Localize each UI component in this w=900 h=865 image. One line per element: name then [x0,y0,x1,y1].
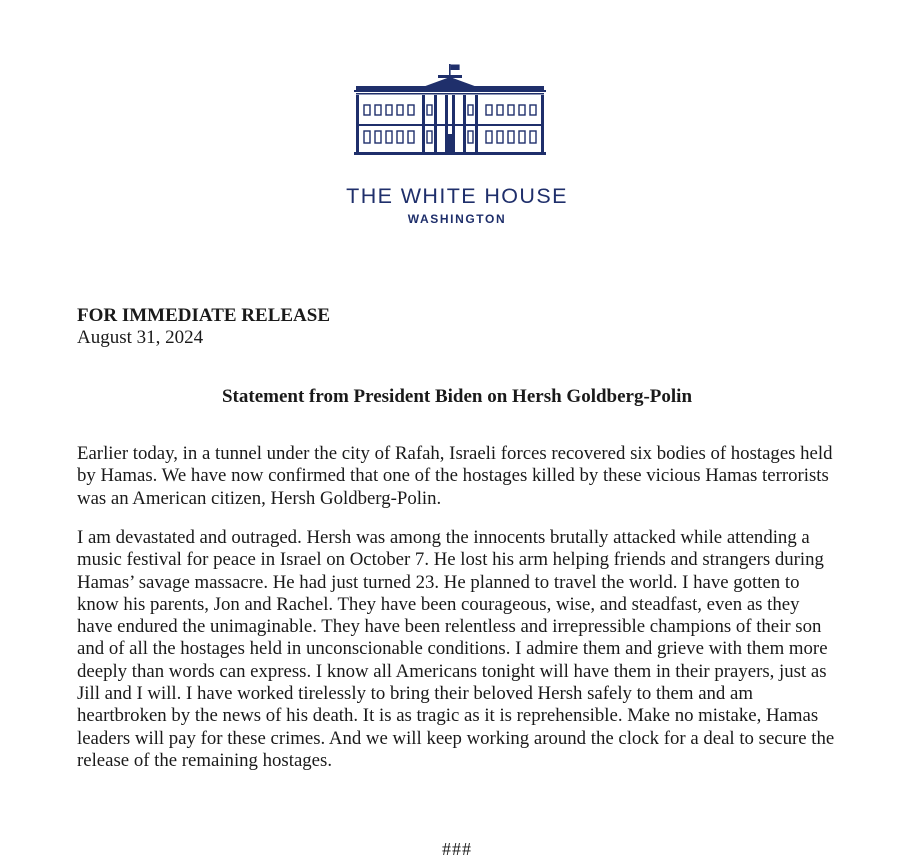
statement-title: Statement from President Biden on Hersh Goldberg-Polin [221,386,693,407]
release-date: August 31, 2024 [77,327,204,348]
statement-paragraph: Earlier today, in a tunnel under the city of Rafah, Israeli forces recovered six bodies of hostages held by Hamas. We have now confirmed that one of the hostages killed by these vicious Hamas terrorists was an American citizen, Hersh Goldberg-Polin. [77,443,833,509]
organization-city: WASHINGTON [407,212,507,226]
statement-paragraph: I am devastated and outraged. Hersh was among the innocents brutally attacked while attending a music festival for peace in Israel on October 7. He lost his arm helping friends and strangers during Hamas’ savage massacre. He had just turned 23. He planned to travel the world. I have gotten to know his parents, Jon and Rachel. They have been courageous, wise, and steadfast, even as they have endured the unimaginable. They have been relentless and irrepressible champions of their son and of all the hostages held in unconscionable conditions. I admire them and grieve with them more deeply than words can express. I know all Americans tonight will have them in their prayers, just as Jill and I will. I have worked tirelessly to bring their beloved Hersh safely to them and am heartbroken by the news of his death. It is as tragic as it is reprehensible. Make no mistake, Hamas leaders will pay for these crimes. And we will keep working around the clock for a deal to secure the release of the remaining hostages. [77,527,835,771]
organization-name: THE WHITE HOUSE [346,184,568,208]
end-of-release-mark: ### [442,839,472,859]
release-label: FOR IMMEDIATE RELEASE [77,305,331,326]
white-house-logo [354,64,546,160]
